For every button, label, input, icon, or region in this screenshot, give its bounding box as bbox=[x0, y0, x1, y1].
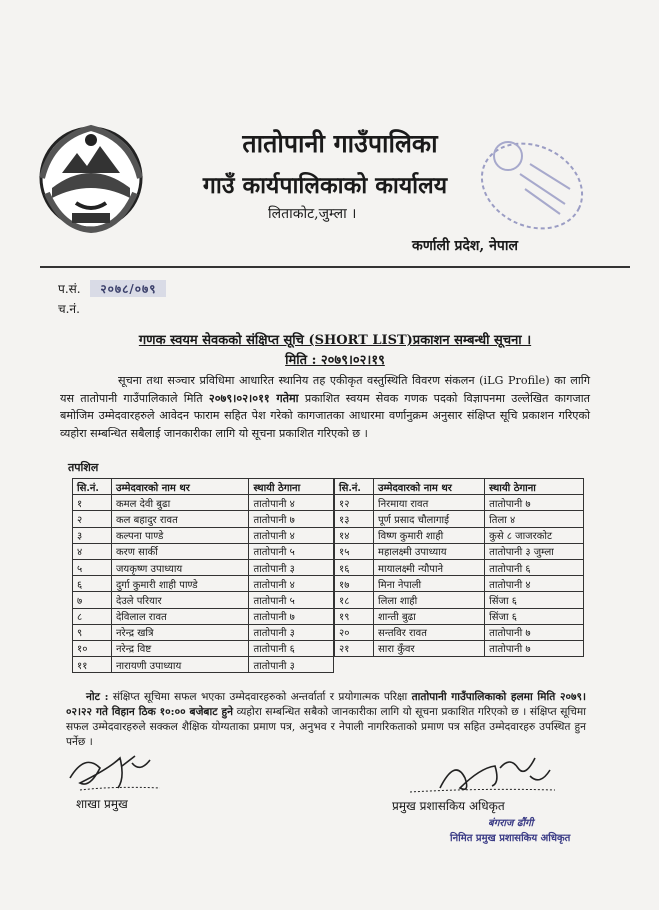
cell-serial-number: १८ bbox=[335, 592, 374, 608]
cell-permanent-address: तातोपानी ७ bbox=[249, 608, 334, 624]
table-row bbox=[73, 527, 334, 543]
cell-permanent-address: तातोपानी ३ bbox=[249, 657, 334, 673]
header-divider bbox=[40, 266, 630, 268]
candidate-table-left bbox=[72, 478, 334, 673]
ref-ps-value: २०७८/०७९ bbox=[90, 280, 166, 297]
notice-heading: गणक स्वयम सेवकको संक्षिप्त सूचि (SHORT LIST)प्रकाशन सम्बन्धी सूचना । bbox=[138, 333, 532, 348]
cell-candidate-name: नरेन्द्र विष्ट bbox=[112, 640, 249, 656]
notice-body-part1: सूचना तथा सञ्चार प्रविधिमा आधारित स्थानिय तह एकीकृत वस्तुस्थिति विवरण संकलन (iLG Profile) का लागि यस तातोपानी गाउँपालिकाले मिति bbox=[60, 374, 590, 405]
cell-serial-number: ५ bbox=[73, 559, 112, 575]
cell-permanent-address: तातोपानी ६ bbox=[249, 640, 334, 656]
cell-permanent-address: तातोपानी ७ bbox=[485, 495, 584, 511]
cell-permanent-address: तातोपानी ४ bbox=[249, 495, 334, 511]
cell-serial-number: १६ bbox=[335, 559, 374, 575]
table-row bbox=[335, 576, 584, 592]
col-header-name: उम्मेदवारको नाम थर bbox=[374, 479, 485, 495]
cell-candidate-name: कल बहादुर रावत bbox=[112, 511, 249, 527]
cell-candidate-name: पूर्ण प्रसाद चौलागाई bbox=[374, 511, 485, 527]
cell-candidate-name: निरमाया रावत bbox=[374, 495, 485, 511]
cell-candidate-name: मायालक्ष्मी न्यौपाने bbox=[374, 559, 485, 575]
cell-serial-number: ६ bbox=[73, 576, 112, 592]
cell-serial-number: ९ bbox=[73, 624, 112, 640]
cell-permanent-address: तातोपानी ४ bbox=[249, 576, 334, 592]
table-row bbox=[73, 640, 334, 656]
table-row bbox=[73, 559, 334, 575]
note-bold: तातोपानी गाउँपालिकाको हलमा मिति २०७९।०२।२२ गते विहान ठिक १०:०० बजेबाट हुने bbox=[66, 691, 586, 718]
cell-serial-number: १५ bbox=[335, 543, 374, 559]
cell-serial-number: १४ bbox=[335, 527, 374, 543]
table-row bbox=[335, 559, 584, 575]
table-header-row bbox=[335, 479, 584, 495]
nepal-emblem-icon bbox=[32, 118, 150, 236]
left-signature-label: शाखा प्रमुख bbox=[76, 797, 128, 811]
cell-candidate-name: करण सार्की bbox=[112, 543, 249, 559]
cell-permanent-address: तातोपानी ६ bbox=[485, 559, 584, 575]
right-signature-label: प्रमुख प्रशासकिय अधिकृत bbox=[392, 799, 505, 813]
office-seal-icon bbox=[470, 134, 590, 234]
col-header-name: उम्मेदवारको नाम थर bbox=[112, 479, 249, 495]
officer-stamp-title: निमित प्रमुख प्रशासकिय अधिकृत bbox=[450, 833, 571, 844]
cell-permanent-address: तातोपानी ७ bbox=[485, 640, 584, 656]
details-label: तपशिल bbox=[68, 461, 99, 474]
cell-serial-number: १० bbox=[73, 640, 112, 656]
cell-candidate-name: लिला शाही bbox=[374, 592, 485, 608]
note-text-2: व्यहोरा सम्बन्धित सबैको जानकारीका लागि यो सूचना प्रकाशित गरिएको छ । संक्षिप्त सूचिमा सफल उम्मेदवारहरुले सक्कल शैक्षिक योग्यताका प्रमाण पत्र, अनुभव र नेपाली नागरिकताको प्रमाण पत्र सहित उम्मेदवारहरु उपस्थित हुन पर्नेछ । bbox=[66, 706, 586, 748]
cell-permanent-address: कुसे ८ जाजरकोट bbox=[485, 527, 584, 543]
cell-candidate-name: जयकृष्ण उपाध्याय bbox=[112, 559, 249, 575]
cell-serial-number: १७ bbox=[335, 576, 374, 592]
candidate-table-right bbox=[334, 478, 584, 657]
right-signature-icon bbox=[400, 748, 560, 803]
table-row bbox=[73, 543, 334, 559]
notice-note bbox=[66, 690, 586, 750]
col-header-sn: सि.नं. bbox=[335, 479, 374, 495]
cell-serial-number: २० bbox=[335, 624, 374, 640]
cell-serial-number: १२ bbox=[335, 495, 374, 511]
office-name: तातोपानी गाउँपालिका bbox=[242, 129, 438, 158]
cell-serial-number: २१ bbox=[335, 640, 374, 656]
province-line: कर्णाली प्रदेश, नेपाल bbox=[412, 238, 518, 254]
table-row bbox=[335, 511, 584, 527]
cell-permanent-address: तातोपानी ७ bbox=[485, 624, 584, 640]
cell-serial-number: ३ bbox=[73, 527, 112, 543]
col-header-address: स्थायी ठेगाना bbox=[485, 479, 584, 495]
notice-body-date: २०७९।०२।०११ गतेमा bbox=[208, 390, 299, 405]
table-row bbox=[335, 624, 584, 640]
reference-number bbox=[58, 280, 166, 297]
cell-permanent-address: तातोपानी ४ bbox=[249, 527, 334, 543]
table-row bbox=[73, 624, 334, 640]
table-row bbox=[335, 527, 584, 543]
table-row bbox=[73, 576, 334, 592]
table-row bbox=[73, 608, 334, 624]
table-row bbox=[335, 543, 584, 559]
cell-permanent-address: तातोपानी ३ जुम्ला bbox=[485, 543, 584, 559]
cell-permanent-address: सिंजा ६ bbox=[485, 592, 584, 608]
cell-candidate-name: महालक्ष्मी उपाध्याय bbox=[374, 543, 485, 559]
cell-permanent-address: तिला ४ bbox=[485, 511, 584, 527]
cell-serial-number: ११ bbox=[73, 657, 112, 673]
table-row bbox=[335, 608, 584, 624]
ref-chn-label: च.नं. bbox=[58, 302, 80, 316]
cell-permanent-address: तातोपानी ३ bbox=[249, 624, 334, 640]
col-header-address: स्थायी ठेगाना bbox=[249, 479, 334, 495]
office-type: गाउँ कार्यपालिकाको कार्यालय bbox=[202, 172, 448, 199]
cell-permanent-address: तातोपानी ७ bbox=[249, 511, 334, 527]
note-label: नोट : bbox=[86, 691, 109, 703]
notice-date: मिति : २०७९।०२।१९ bbox=[285, 353, 385, 368]
cell-candidate-name: मिना नेपाली bbox=[374, 576, 485, 592]
cell-permanent-address: तातोपानी ५ bbox=[249, 592, 334, 608]
cell-permanent-address: सिंजा ६ bbox=[485, 608, 584, 624]
cell-serial-number: ७ bbox=[73, 592, 112, 608]
notice-body bbox=[60, 372, 590, 442]
cell-candidate-name: शान्ती बुढा bbox=[374, 608, 485, 624]
cell-serial-number: १ bbox=[73, 495, 112, 511]
cell-permanent-address: तातोपानी ५ bbox=[249, 543, 334, 559]
cell-candidate-name: कल्पना पाण्डे bbox=[112, 527, 249, 543]
table-header-row bbox=[73, 479, 334, 495]
cell-candidate-name: सन्तविर रावत bbox=[374, 624, 485, 640]
table-row bbox=[335, 592, 584, 608]
cell-candidate-name: नरेन्द्र खत्रि bbox=[112, 624, 249, 640]
cell-serial-number: ८ bbox=[73, 608, 112, 624]
table-row bbox=[73, 592, 334, 608]
cell-candidate-name: सारा कुँवर bbox=[374, 640, 485, 656]
cell-serial-number: १३ bbox=[335, 511, 374, 527]
notice-body-part2: प्रकाशित स्वयम सेवक गणक पदको विज्ञापनमा उल्लेखित कागजात बमोजिम उम्मेदवारहरुले आवेदन फाराम सहित पेश गरेको कागजातका आधारमा वर्णानुक्रम अनुसार संक्षिप्त सूचि प्रकाशन गरिएको व्यहोरा सम्बन्धित सबैलाई जानकारीका लागि यो सूचना प्रकाशित गरिएको छ । bbox=[60, 391, 591, 440]
officer-stamp-name: बंगराज ढौंगी bbox=[488, 818, 534, 829]
cell-permanent-address: तातोपानी ३ bbox=[249, 559, 334, 575]
cell-candidate-name: दुर्गा कुमारी शाही पाण्डे bbox=[112, 576, 249, 592]
cell-candidate-name: नारायणी उपाध्याय bbox=[112, 657, 249, 673]
table-row bbox=[73, 511, 334, 527]
cell-candidate-name: देविलाल रावत bbox=[112, 608, 249, 624]
cell-serial-number: २ bbox=[73, 511, 112, 527]
col-header-sn: सि.नं. bbox=[73, 479, 112, 495]
cell-serial-number: १९ bbox=[335, 608, 374, 624]
left-signature-icon bbox=[60, 748, 170, 798]
table-row bbox=[335, 495, 584, 511]
ref-ps-label: प.सं. bbox=[58, 282, 81, 296]
cell-candidate-name: कमल देवी बुढा bbox=[112, 495, 249, 511]
table-row bbox=[73, 657, 334, 673]
table-row bbox=[73, 495, 334, 511]
cell-permanent-address: तातोपानी ४ bbox=[485, 576, 584, 592]
table-row bbox=[335, 640, 584, 656]
cell-candidate-name: देउले परियार bbox=[112, 592, 249, 608]
office-location: लिताकोट,जुम्ला । bbox=[268, 206, 357, 222]
note-text-1: संक्षिप्त सूचिमा सफल भएका उम्मेदवारहरुको अन्तर्वार्ता र प्रयोगात्मक परिक्षा bbox=[108, 691, 412, 703]
cell-serial-number: ४ bbox=[73, 543, 112, 559]
cell-candidate-name: विष्ण कुमारी शाही bbox=[374, 527, 485, 543]
